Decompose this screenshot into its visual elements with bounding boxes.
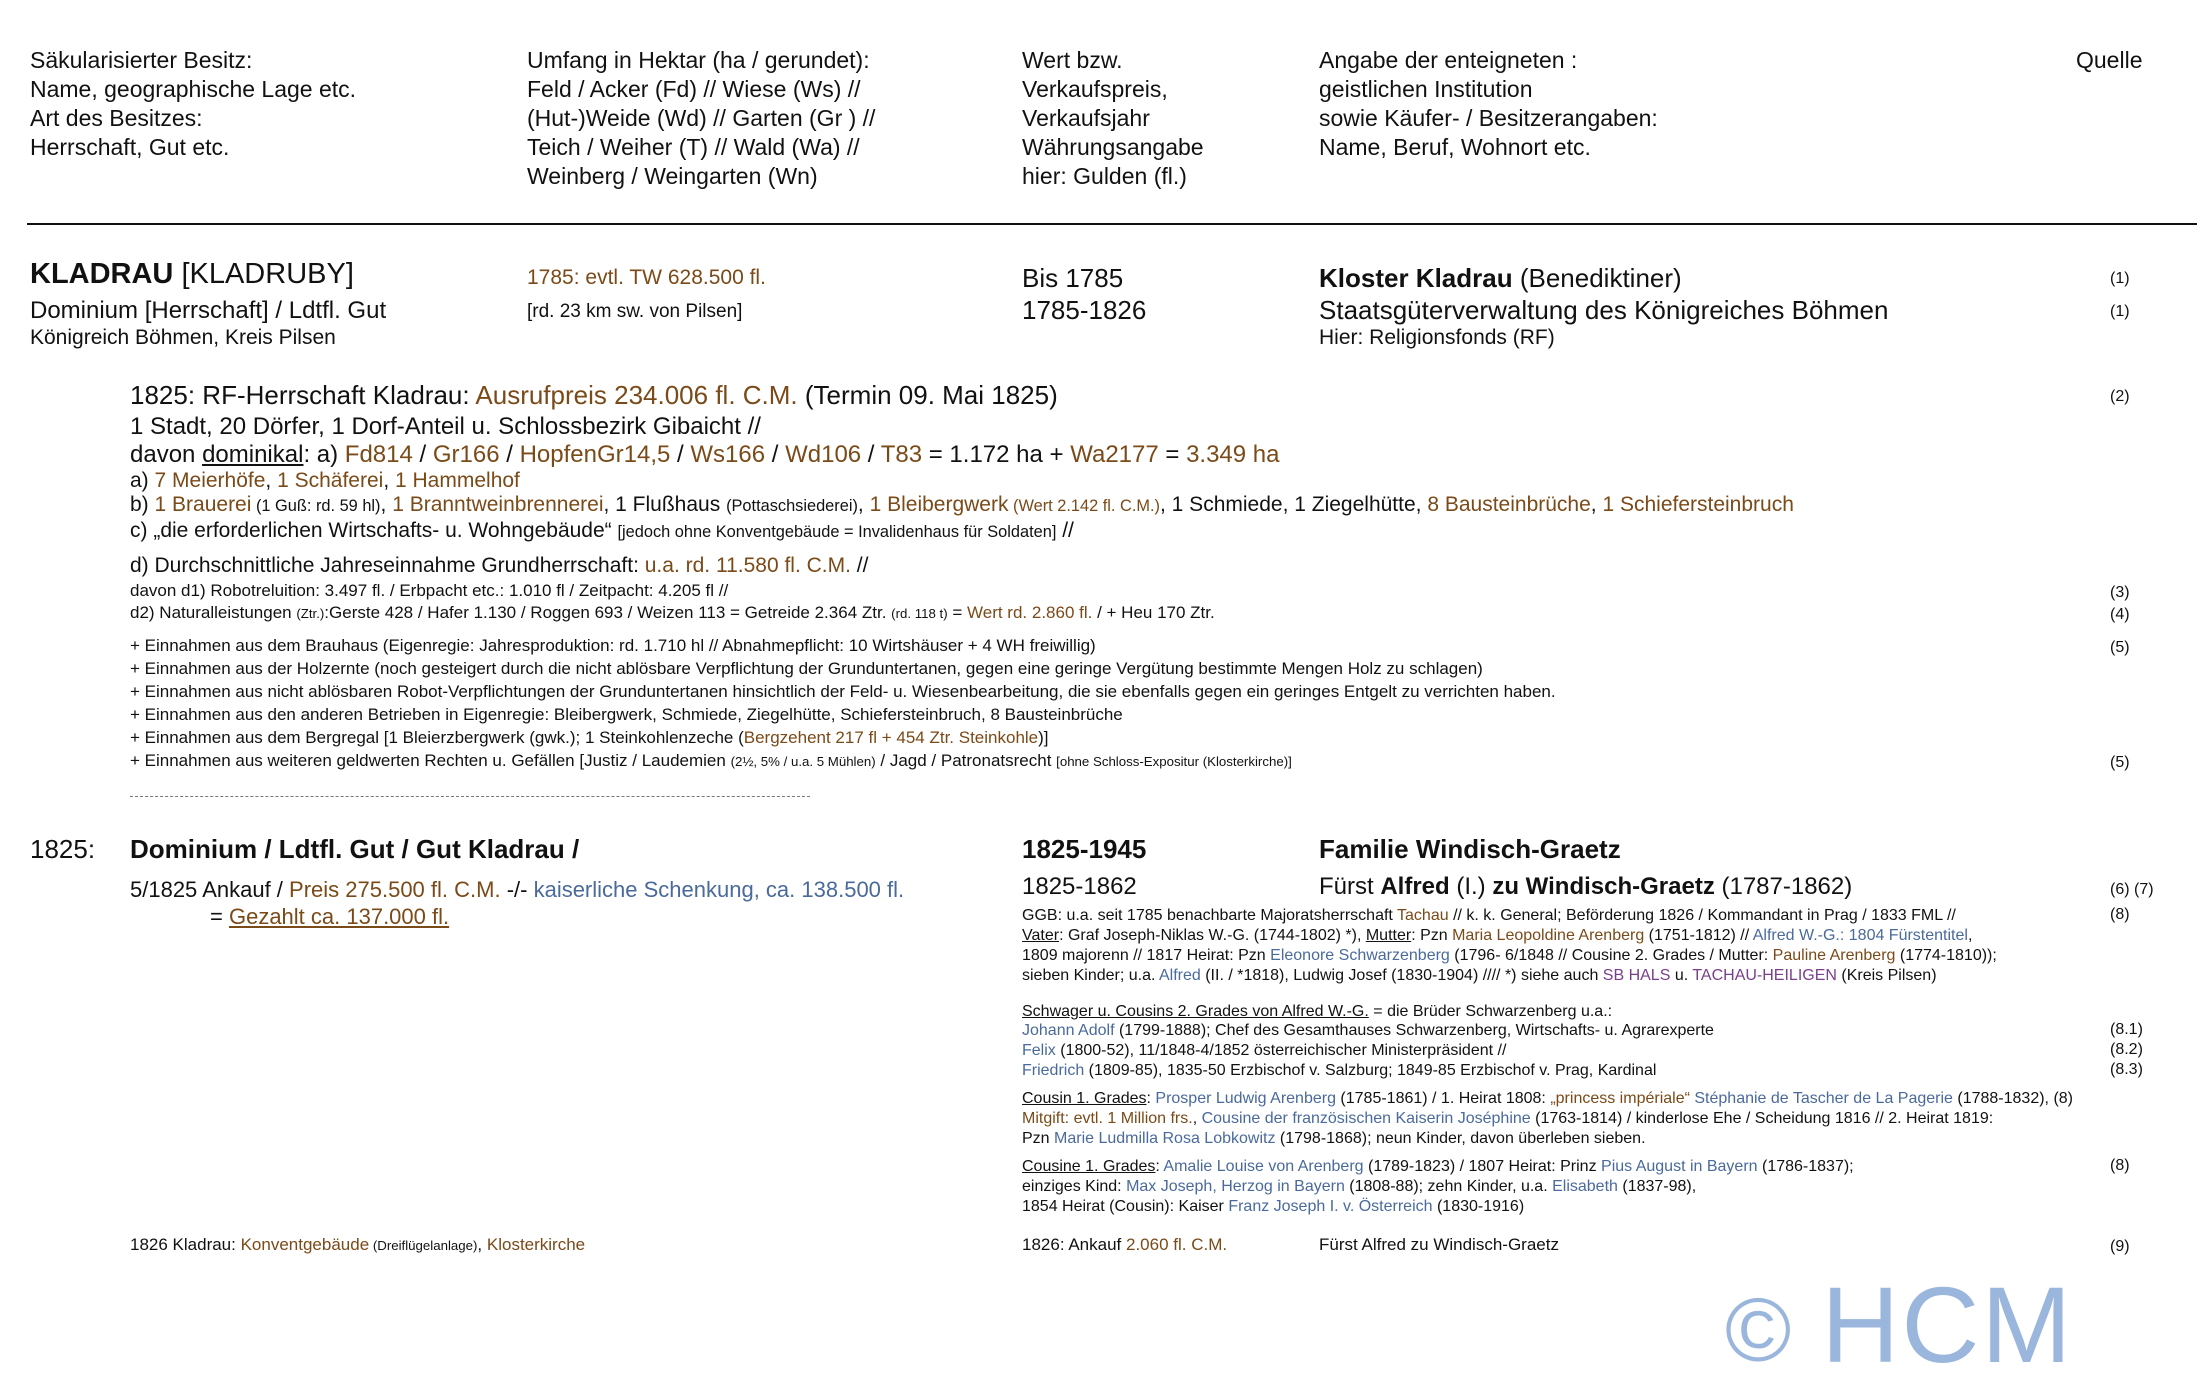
line-b xyxy=(130,492,1794,519)
copyright-icon: © xyxy=(1725,1281,1794,1381)
header-line: Umfang in Hektar (ha / gerundet): xyxy=(527,47,870,73)
text: , xyxy=(1967,927,1973,944)
areas-line xyxy=(130,440,1279,469)
text: Alfred W.-G.: 1804 Fürstentitel xyxy=(1752,927,1968,944)
text: 1 Schäferei xyxy=(277,469,384,492)
text: :Gerste 428 / Hafer 1.130 / Roggen 693 / Weizen 113 = Getreide 2.364 Ztr. xyxy=(324,603,892,622)
text: 2.060 fl. C.M. xyxy=(1125,1235,1228,1254)
text: / xyxy=(499,441,520,468)
text: 1 Brauerei xyxy=(154,493,252,516)
text: Maria Leopoldine Arenberg xyxy=(1452,927,1645,944)
text: Alfred xyxy=(1158,967,1201,984)
header-line: Verkaufsjahr xyxy=(1022,105,1150,131)
sale-paid-line xyxy=(210,903,449,930)
text: (1798-1868); neun Kinder, davon überleben sieben. xyxy=(1275,1130,1646,1147)
text: (1763-1814) / kinderlose Ehe / Scheidung 1816 // 2. Heirat 1819: xyxy=(1530,1110,1994,1127)
text: )] xyxy=(1038,728,1049,747)
text: // xyxy=(850,554,869,577)
bio-line xyxy=(1022,1061,1656,1081)
text: : xyxy=(1155,1158,1164,1175)
text: zu Windisch-Graetz xyxy=(1492,873,1715,900)
line-a xyxy=(130,468,520,494)
footer-purchase xyxy=(1022,1234,1227,1256)
text: 1826 Kladrau: xyxy=(130,1235,241,1254)
text: Konventgebäude xyxy=(240,1235,370,1254)
entry-title xyxy=(30,257,354,291)
text: , xyxy=(477,1235,487,1254)
source-ref: (9) xyxy=(2110,1238,2130,1255)
text: : Graf Joseph-Niklas W.-G. (1744-1802) *), xyxy=(1059,927,1366,944)
income-line xyxy=(130,750,1292,773)
bio-line xyxy=(1022,946,1997,966)
text: Cousine der französischen Kaiserin Joséphine xyxy=(1201,1110,1531,1127)
bio-line xyxy=(1022,926,1972,946)
source-ref: (5) xyxy=(2110,754,2130,771)
header-line: Weinberg / Weingarten (Wn) xyxy=(527,163,818,189)
text: = xyxy=(1158,441,1187,468)
bio-line xyxy=(1022,1002,1612,1022)
watermark-text: HCM xyxy=(1821,1264,2074,1385)
text: Vater xyxy=(1022,927,1060,944)
text: Tachau xyxy=(1397,907,1449,924)
header-line: Teich / Weiher (T) // Wald (Wa) // xyxy=(527,134,860,160)
header-line: Angabe der enteigneten : xyxy=(1319,47,1578,73)
area-value: Wd106 xyxy=(785,441,862,468)
text: Mitgift: evtl. 1 Million frs. xyxy=(1022,1110,1193,1127)
area-value: Ws166 xyxy=(690,441,766,468)
text: Bergzehent 217 fl + 454 Ztr. Steinkohle xyxy=(743,728,1039,747)
source-ref: (8) xyxy=(2110,1157,2130,1174)
entry-value-1785: 1785: evtl. TW 628.500 fl. xyxy=(527,266,766,289)
text: Klosterkirche xyxy=(486,1235,586,1254)
header-line: Säkularisierter Besitz: xyxy=(30,47,253,73)
entry-name-alt: [KLADRUBY] xyxy=(181,258,354,290)
text: 7 Meierhöfe xyxy=(154,469,266,492)
text: Alfred xyxy=(1380,873,1450,900)
sale-title: Dominium / Ldtfl. Gut / Gut Kladrau / xyxy=(130,834,580,864)
bio-line xyxy=(1022,1157,1854,1177)
owner-period: 1825-1945 xyxy=(1022,834,1147,864)
text: (1788-1832), (8) xyxy=(1952,1090,2073,1107)
text: einziges Kind: xyxy=(1022,1178,1127,1195)
text: // k. k. General; Beförderung 1826 / Kommandant in Prag / 1833 FML // xyxy=(1448,907,1956,924)
source-ref: (1) xyxy=(2110,303,2130,320)
text: Fürst xyxy=(1319,873,1381,900)
text: 1826: Ankauf xyxy=(1022,1235,1126,1254)
text: (Ztr.) xyxy=(296,606,325,621)
header-line: sowie Käufer- / Besitzerangaben: xyxy=(1319,105,1658,131)
text: d2) Naturalleistungen xyxy=(130,603,297,622)
owner-name: Kloster Kladrau xyxy=(1319,263,1513,293)
text: [jedoch ohne Konventgebäude = Invalidenhaus für Soldaten] xyxy=(617,523,1057,541)
text: (1800-52), 11/1848-4/1852 österreichischer Ministerpräsident // xyxy=(1055,1042,1507,1059)
text: davon xyxy=(130,441,203,468)
source-ref: (5) xyxy=(2110,639,2130,656)
text: Prosper Ludwig Arenberg xyxy=(1155,1090,1336,1107)
text: Pius August in Bayern xyxy=(1601,1158,1758,1175)
text: (rd. 118 t) xyxy=(891,606,948,621)
settlements-line: 1 Stadt, 20 Dörfer, 1 Dorf-Anteil u. Schlossbezirk Gibaicht // xyxy=(130,413,761,440)
text: (1 Guß: rd. 59 hl) xyxy=(251,497,381,515)
text: + Einnahmen aus dem Bergregal [1 Bleierzbergwerk (gwk.); 1 Steinkohlenzeche ( xyxy=(130,728,744,747)
text: 5/1825 Ankauf / xyxy=(130,877,290,902)
text: (Dreiflügelanlage) xyxy=(369,1238,478,1253)
entry-type: Dominium [Herrschaft] / Ldtfl. Gut xyxy=(30,297,387,324)
text: (1837-98), xyxy=(1617,1178,1697,1195)
owner-family: Familie Windisch-Graetz xyxy=(1319,834,1621,864)
text: Schwager u. Cousins 2. Grades von Alfred W.-G. xyxy=(1022,1003,1369,1020)
text: // xyxy=(1056,519,1074,542)
text: [ohne Schloss-Expositur (Klosterkirche)] xyxy=(1056,754,1292,769)
text: 1 Schiefersteinbruch xyxy=(1602,493,1794,516)
owner-period-2: 1825-1862 xyxy=(1022,873,1137,900)
text: = xyxy=(210,904,229,929)
text: (1796- 6/1848 // Cousine 2. Grades / Mutter: xyxy=(1449,947,1773,964)
sale-price-line xyxy=(130,876,904,903)
text: Johann Adolf xyxy=(1022,1022,1115,1039)
text: Amalie Louise von Arenberg xyxy=(1163,1158,1364,1175)
footer-buildings xyxy=(130,1234,585,1257)
text: (1785-1861) / 1. Heirat 1808: xyxy=(1335,1090,1551,1107)
text: c) „die erforderlichen Wirtschafts- u. Wohngebäude“ xyxy=(130,519,618,542)
entry-period-2: 1785-1826 xyxy=(1022,295,1147,325)
text: / xyxy=(765,441,786,468)
text: „princess impériale“ xyxy=(1550,1090,1690,1107)
source-ref: (4) xyxy=(2110,606,2130,623)
text: / Jagd / Patronatsrecht xyxy=(875,751,1057,770)
text: (1751-1812) // xyxy=(1644,927,1753,944)
section-divider xyxy=(130,796,810,797)
line-d1: davon d1) Robotreluition: 3.497 fl. / Erbpacht etc.: 1.010 fl / Zeitpacht: 4.205 fl // xyxy=(130,581,729,600)
header-col-property xyxy=(30,46,356,162)
auction-price: Ausrufpreis 234.006 fl. C.M. xyxy=(475,380,798,410)
header-line: Wert bzw. xyxy=(1022,47,1123,73)
text: a) xyxy=(130,469,155,492)
text: Wert rd. 2.860 fl. xyxy=(967,603,1093,622)
header-line: Währungsangabe xyxy=(1022,134,1204,160)
bio-line xyxy=(1022,966,1937,986)
source-ref: (2) xyxy=(2110,388,2130,405)
text: (1787-1862) xyxy=(1714,873,1853,900)
bio-line xyxy=(1022,906,1956,926)
text: , 1 Schmiede, 1 Ziegelhütte, xyxy=(1160,493,1428,516)
text: (1774-1810)); xyxy=(1895,947,1997,964)
header-line: hier: Gulden (fl.) xyxy=(1022,163,1187,189)
text: (Pottaschsiederei) xyxy=(726,497,858,515)
entry-owner-2: Staatsgüterverwaltung des Königreiches Böhmen xyxy=(1319,295,1889,325)
owner-prince xyxy=(1319,872,1852,901)
header-line: geistlichen Institution xyxy=(1319,76,1533,102)
entry-name: KLADRAU xyxy=(30,258,174,290)
text: sieben Kinder; u.a. xyxy=(1022,967,1159,984)
text: Felix xyxy=(1022,1042,1056,1059)
text: (2½, 5% / u.a. 5 Mühlen) xyxy=(730,754,876,769)
text: 8 Bausteinbrüche xyxy=(1427,493,1591,516)
text: Elisabeth xyxy=(1552,1178,1618,1195)
header-line: Name, geographische Lage etc. xyxy=(30,76,357,102)
sale-year: 1825: xyxy=(30,834,96,864)
text: d) Durchschnittliche Jahreseinnahme Grundherrschaft: xyxy=(130,554,645,577)
income-line xyxy=(130,727,1049,749)
text: 1 Branntweinbrennerei xyxy=(392,493,604,516)
header-line: Verkaufspreis, xyxy=(1022,76,1168,102)
text: SB HALS xyxy=(1602,967,1671,984)
area-value: Gr166 xyxy=(432,441,500,468)
owner-order: (Benediktiner) xyxy=(1519,263,1682,293)
text: (1789-1823) / 1807 Heirat: Prinz xyxy=(1363,1158,1602,1175)
text: Preis 275.500 fl. C.M. xyxy=(289,877,501,902)
source-ref: (3) xyxy=(2110,584,2130,601)
entry-location: [rd. 23 km sw. von Pilsen] xyxy=(527,301,743,322)
text: (Wert 2.142 fl. C.M.) xyxy=(1008,497,1160,515)
text: 1 Hammelhof xyxy=(395,469,520,492)
entry-owner-1 xyxy=(1319,262,1682,295)
footer-buyer: Fürst Alfred zu Windisch-Graetz xyxy=(1319,1235,1559,1254)
bio-line xyxy=(1022,1129,1646,1149)
text: (1830-1916) xyxy=(1432,1198,1525,1215)
text: : a) xyxy=(303,441,345,468)
text: Stéphanie de Tascher de La Pagerie xyxy=(1694,1090,1953,1107)
text: Max Joseph, Herzog in Bayern xyxy=(1126,1178,1345,1195)
header-line: Feld / Acker (Fd) // Wiese (Ws) // xyxy=(527,76,861,102)
text: Franz Joseph I. v. Österreich xyxy=(1228,1198,1433,1215)
text: (1786-1837); xyxy=(1757,1158,1854,1175)
header-line: Name, Beruf, Wohnort etc. xyxy=(1319,134,1591,160)
income-line: + Einnahmen aus dem Brauhaus (Eigenregie: Jahresproduktion: rd. 1.710 hl // Abnahmepflicht: 10 Wirtshäuser + 4 WH freiwillig) xyxy=(130,636,1096,655)
text: : Pzn xyxy=(1411,927,1453,944)
text: = xyxy=(947,603,967,622)
text: Friedrich xyxy=(1022,1062,1085,1079)
text: TACHAU-HEILIGEN xyxy=(1692,967,1837,984)
text: , xyxy=(383,469,395,492)
bio-line xyxy=(1022,1197,1524,1217)
text: dominikal xyxy=(202,441,304,468)
auction-line xyxy=(130,379,1058,412)
line-c xyxy=(130,518,1074,545)
text: / xyxy=(412,441,433,468)
entry-period-1: Bis 1785 xyxy=(1022,263,1124,293)
income-line: + Einnahmen aus den anderen Betrieben in Eigenregie: Bleibergwerk, Schmiede, Ziegelhütte, Schiefersteinbruch, 8 Bausteinbrüche xyxy=(130,705,1123,724)
income-line: + Einnahmen aus der Holzernte (noch gesteigert durch die nicht ablösbare Verpflichtung der Grunduntertanen, gegen eine geringe Vergütung bestimmte Mengen Holz zu schlagen) xyxy=(130,659,1483,678)
area-total: 3.349 ha xyxy=(1186,441,1280,468)
source-ref: (8.3) xyxy=(2110,1061,2143,1078)
source-ref: (8.1) xyxy=(2110,1021,2143,1038)
text: Mutter xyxy=(1365,927,1412,944)
text: Pzn xyxy=(1022,1130,1055,1147)
text: (I.) xyxy=(1449,873,1493,900)
header-col-source: Quelle xyxy=(2076,47,2143,73)
hcm-watermark xyxy=(1725,1264,2074,1386)
line-d2 xyxy=(130,602,1215,625)
text: : xyxy=(1146,1090,1156,1107)
header-divider xyxy=(27,223,2197,225)
header-col-value xyxy=(1022,46,1204,191)
text: kaiserliche Schenkung, ca. 138.500 fl. xyxy=(533,877,905,902)
text: (1809-85), 1835-50 Erzbischof v. Salzburg; 1849-85 Erzbischof v. Prag, Kardinal xyxy=(1084,1062,1657,1079)
text: b) xyxy=(130,493,155,516)
header-line: Art des Besitzes: xyxy=(30,105,203,131)
bio-line xyxy=(1022,1041,1506,1061)
text: Cousine 1. Grades xyxy=(1022,1158,1156,1175)
text: 1 Bleibergwerk xyxy=(869,493,1009,516)
text: (II. / *1818), Ludwig Josef (1830-1904) //// *) siehe auch xyxy=(1200,967,1603,984)
text: / + Heu 170 Ztr. xyxy=(1092,603,1215,622)
header-line: (Hut-)Weide (Wd) // Garten (Gr ) // xyxy=(527,105,876,131)
text: / xyxy=(861,441,881,468)
text: , xyxy=(1590,493,1603,516)
text: (Kreis Pilsen) xyxy=(1836,967,1937,984)
text: 1809 majorenn // 1817 Heirat: Pzn xyxy=(1022,947,1271,964)
line-d xyxy=(130,553,868,579)
text: Cousin 1. Grades xyxy=(1022,1090,1147,1107)
source-ref: (6) (7) xyxy=(2110,881,2154,898)
text: = die Brüder Schwarzenberg u.a.: xyxy=(1368,1003,1613,1020)
text: Gezahlt ca. 137.000 fl. xyxy=(228,904,450,929)
text: u.a. rd. 11.580 fl. C.M. xyxy=(644,554,851,577)
header-line: Herrschaft, Gut etc. xyxy=(30,134,230,160)
text: , xyxy=(265,469,278,492)
text: , xyxy=(380,493,393,516)
entry-owner-3: Hier: Religionsfonds (RF) xyxy=(1319,326,1555,349)
source-ref: (1) xyxy=(2110,270,2130,287)
text: , xyxy=(1192,1110,1202,1127)
text: GGB: u.a. seit 1785 benachbarte Majoratsherrschaft xyxy=(1022,907,1398,924)
area-value: Fd814 xyxy=(344,441,413,468)
text: 1854 Heirat (Cousin): Kaiser xyxy=(1022,1198,1229,1215)
text: , 1 Flußhaus xyxy=(603,493,727,516)
text: -/- xyxy=(500,877,534,902)
area-value: Wa2177 xyxy=(1070,441,1159,468)
entry-region: Königreich Böhmen, Kreis Pilsen xyxy=(30,326,336,349)
text: 1825: RF-Herrschaft Kladrau: xyxy=(130,380,476,410)
text: , xyxy=(857,493,870,516)
header-col-area xyxy=(527,46,875,191)
bio-line xyxy=(1022,1177,1696,1197)
area-value: T83 xyxy=(880,441,923,468)
source-ref: (8) xyxy=(2110,906,2130,923)
source-ref: (8.2) xyxy=(2110,1041,2143,1058)
area-value: HopfenGr14,5 xyxy=(519,441,671,468)
text: (1808-88); zehn Kinder, u.a. xyxy=(1344,1178,1553,1195)
bio-line xyxy=(1022,1089,2073,1109)
text: (1799-1888); Chef des Gesamthauses Schwarzenberg, Wirtschafts- u. Agrarexperte xyxy=(1114,1022,1714,1039)
text: + Einnahmen aus weiteren geldwerten Rechten u. Gefällen [Justiz / Laudemien xyxy=(130,751,731,770)
text: (Termin 09. Mai 1825) xyxy=(797,380,1058,410)
header-col-institution xyxy=(1319,46,1658,162)
bio-line xyxy=(1022,1109,1993,1129)
text: Marie Ludmilla Rosa Lobkowitz xyxy=(1054,1130,1276,1147)
text: u. xyxy=(1670,967,1693,984)
income-line: + Einnahmen aus nicht ablösbaren Robot-Verpflichtungen der Grunduntertanen hinsichtlich der Feld- u. Wiesenbearbeitung, die sie ebenfalls gegen ein geringes Entgelt zu verrichten haben. xyxy=(130,682,1556,701)
text: Pauline Arenberg xyxy=(1772,947,1896,964)
text: / xyxy=(670,441,691,468)
text: = 1.172 ha + xyxy=(922,441,1071,468)
text: Eleonore Schwarzenberg xyxy=(1270,947,1450,964)
bio-line xyxy=(1022,1021,1714,1041)
